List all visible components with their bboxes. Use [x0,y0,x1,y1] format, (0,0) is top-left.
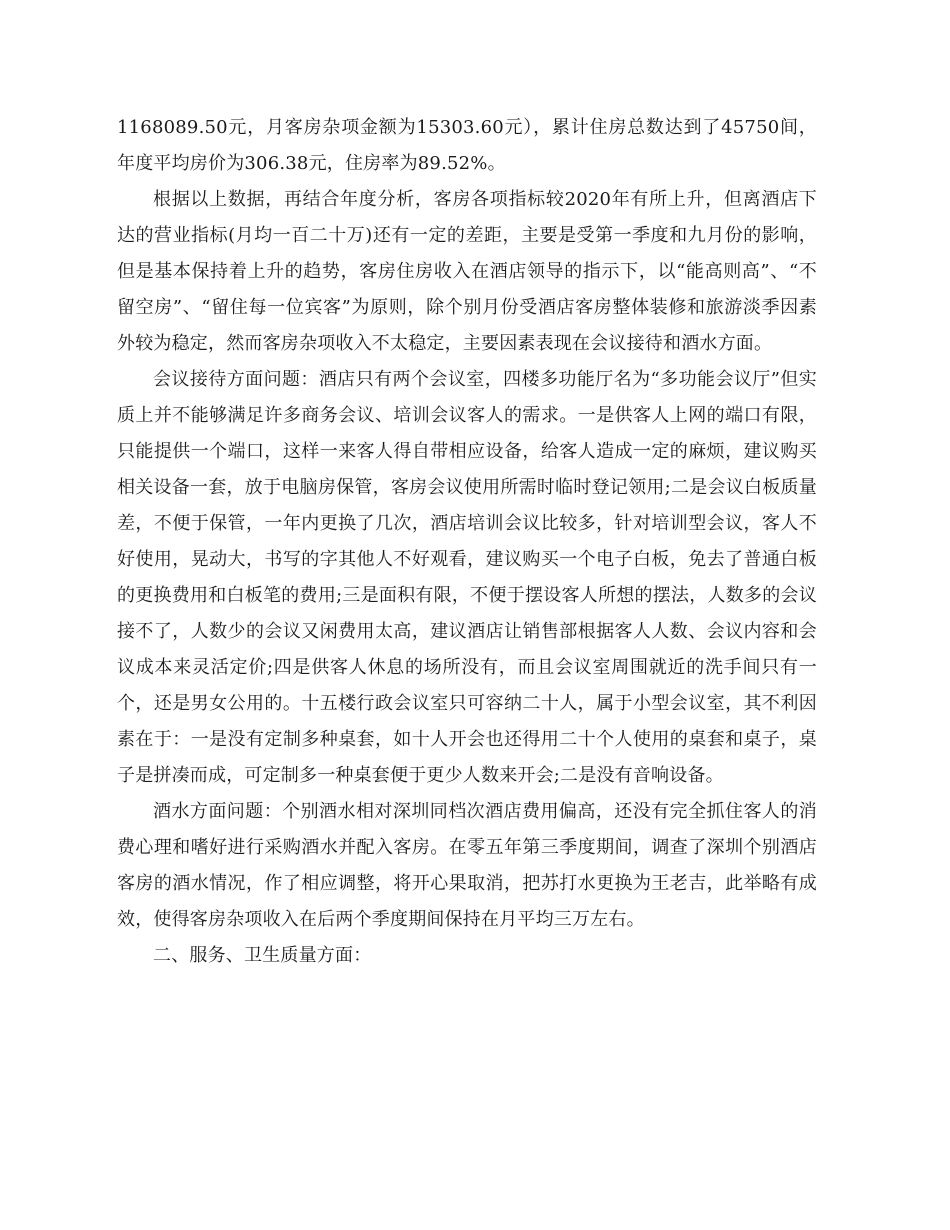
section-heading-service-hygiene: 二、服务、卫生质量方面： [153,945,372,966]
document-body [117,110,817,974]
paragraph-annual-analysis: 根据以上数据，再结合年度分析，客房各项指标较2020年有所上升，但离酒店下达的营业指标(月均一百二十万)还有一定的差距，主要是受第一季度和九月份的影响，但是基本保持着上升的趋势，客房住房收入在酒店领导的指示下，以“能高则高”、“不留空房”、“留住每一位宾客”为原则，除个别月份受酒店客房整体装修和旅游淡季因素外较为稳定，然而客房杂项收入不太稳定，主要因素表现在会议接待和酒水方面。 [117,189,817,354]
paragraph-room-revenue-summary: 1168089.50元，月客房杂项金额为15303.60元），累计住房总数达到了45750间，年度平均房价为306.38元，住房率为89.52%。 [117,117,817,174]
paragraph-meeting-issues: 会议接待方面问题：酒店只有两个会议室，四楼多功能厅名为“多功能会议厅”但实质上并不能够满足许多商务会议、培训会议客人的需求。一是供客人上网的端口有限，只能提供一个端口，这样一来客人得自带相应设备，给客人造成一定的麻烦，建议购买相关设备一套，放于电脑房保管，客房会议使用所需时临时登记领用;二是会议白板质量差，不便于保管，一年内更换了几次，酒店培训会议比较多，针对培训型会议，客人不好使用，晃动大，书写的字其他人不好观看，建议购买一个电子白板，免去了普通白板的更换费用和白板笔的费用;三是面积有限，不便于摆设客人所想的摆法，人数多的会议接不了，人数少的会议又闲费用太高，建议酒店让销售部根据客人人数、会议内容和会议成本来灵活定价;四是供客人休息的场所没有，而且会议室周围就近的洗手间只有一个，还是男女公用的。十五楼行政会议室只可容纳二十人，属于小型会议室，其不利因素在于：一是没有定制多种桌套，如十人开会也还得用二十个人使用的桌套和桌子，桌子是拼凑而成，可定制多一种桌套便于更少人数来开会;二是没有音响设备。 [117,369,817,786]
paragraph-beverage-issues: 酒水方面问题：个别酒水相对深圳同档次酒店费用偏高，还没有完全抓住客人的消费心理和嗜好进行采购酒水并配入客房。在零五年第三季度期间，调查了深圳个别酒店客房的酒水情况，作了相应调整，将开心果取消，把苏打水更换为王老吉，此举略有成效，使得客房杂项收入在后两个季度期间保持在月平均三万左右。 [117,801,817,930]
